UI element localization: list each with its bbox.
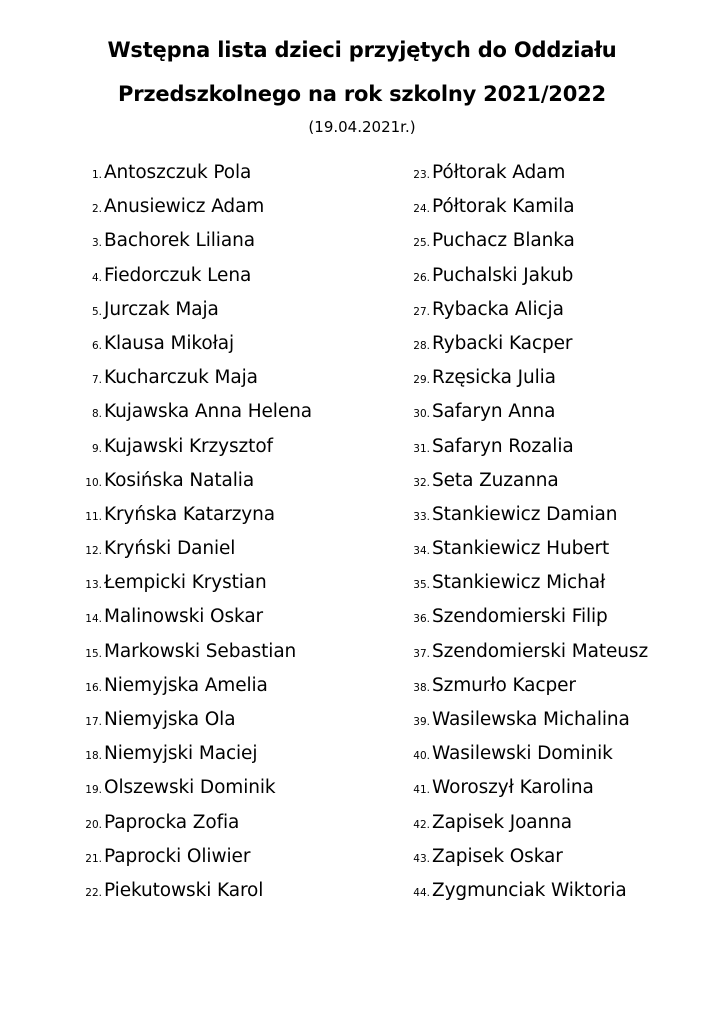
list-item-name: Safaryn Anna xyxy=(432,401,556,423)
list-item-name: Szendomierski Mateusz xyxy=(432,640,649,662)
list-item-number: 11. xyxy=(85,510,102,523)
list-item-name: Rybacki Kacper xyxy=(432,332,573,354)
list-item-name: Kosińska Natalia xyxy=(104,469,255,491)
list-item-number: 36. xyxy=(413,613,430,626)
name-list-right-column xyxy=(400,162,648,914)
list-item-name: Kryński Daniel xyxy=(104,538,236,560)
list-item-number: 9. xyxy=(91,442,102,455)
list-item-name: Antoszczuk Pola xyxy=(104,162,252,183)
list-item-number: 22. xyxy=(85,886,102,899)
list-item-name: Paprocki Oliwier xyxy=(104,845,251,867)
list-item-number: 14. xyxy=(85,613,102,626)
list-item-number: 18. xyxy=(85,750,102,763)
list-item xyxy=(60,299,312,333)
list-item-number: 13. xyxy=(85,579,102,592)
list-item-number: 43. xyxy=(413,852,430,865)
list-item-name: Puchalski Jakub xyxy=(432,264,574,286)
list-item-name: Rzęsicka Julia xyxy=(432,367,556,389)
list-item-number: 4. xyxy=(91,271,102,284)
list-item xyxy=(60,572,312,606)
list-item xyxy=(60,675,312,709)
list-item xyxy=(400,401,648,435)
list-item-name: Puchacz Blanka xyxy=(432,230,575,252)
list-item-name: Kryńska Katarzyna xyxy=(104,503,276,525)
list-item-name: Kujawski Krzysztof xyxy=(104,435,273,457)
list-item xyxy=(400,743,648,777)
list-item xyxy=(60,846,312,880)
list-item-name: Półtorak Kamila xyxy=(432,196,575,218)
list-item-number: 35. xyxy=(413,579,430,592)
list-item-name: Wasilewska Michalina xyxy=(432,709,630,730)
document-title-line-1: Wstępna lista dzieci przyjętych do Oddziału xyxy=(107,38,617,62)
list-item-name: Stankiewicz Michał xyxy=(432,572,606,594)
list-item xyxy=(400,538,648,572)
list-item-number: 34. xyxy=(413,545,430,558)
list-item-number: 21. xyxy=(85,852,102,865)
list-item xyxy=(60,401,312,435)
list-item-number: 42. xyxy=(413,818,430,831)
list-item-number: 6. xyxy=(91,339,102,352)
list-item-number: 26. xyxy=(413,271,430,284)
list-item-name: Łempicki Krystian xyxy=(104,572,267,594)
list-item xyxy=(60,470,312,504)
list-item-number: 19. xyxy=(85,784,102,797)
list-item xyxy=(400,675,648,709)
list-item-number: 31. xyxy=(413,442,430,455)
list-item-number: 17. xyxy=(85,716,102,728)
list-item-number: 5. xyxy=(91,305,102,318)
list-item-name: Olszewski Dominik xyxy=(104,777,276,799)
list-item-number: 3. xyxy=(91,237,102,250)
list-item xyxy=(60,196,312,230)
list-item-name: Seta Zuzanna xyxy=(432,469,559,491)
list-item xyxy=(400,470,648,504)
list-item xyxy=(400,436,648,470)
list-item-name: Markowski Sebastian xyxy=(104,640,297,662)
list-item-number: 23. xyxy=(413,169,430,181)
list-item xyxy=(60,504,312,538)
list-item xyxy=(400,846,648,880)
list-item xyxy=(400,641,648,675)
list-item xyxy=(400,777,648,811)
list-item-number: 30. xyxy=(413,408,430,421)
list-item-name: Paprocka Zofia xyxy=(104,811,240,833)
list-item-number: 16. xyxy=(85,681,102,694)
list-item xyxy=(60,436,312,470)
list-item xyxy=(400,812,648,846)
list-item-number: 7. xyxy=(91,374,102,387)
list-item-name: Niemyjska Amelia xyxy=(104,674,268,696)
list-item-number: 24. xyxy=(413,203,430,216)
list-item xyxy=(60,880,312,914)
list-item-number: 15. xyxy=(85,647,102,660)
list-item xyxy=(60,743,312,777)
list-item-name: Zapisek Oskar xyxy=(432,845,563,867)
list-item-number: 38. xyxy=(413,681,430,694)
list-item-number: 29. xyxy=(413,374,430,387)
list-item xyxy=(400,572,648,606)
list-item xyxy=(60,333,312,367)
list-item xyxy=(400,230,648,264)
list-item xyxy=(60,709,312,743)
list-item-name: Stankiewicz Hubert xyxy=(432,538,610,560)
list-item-name: Piekutowski Karol xyxy=(104,879,264,901)
list-item-number: 27. xyxy=(413,305,430,318)
list-item-number: 40. xyxy=(413,750,430,763)
list-item-name: Szmurło Kacper xyxy=(432,674,576,696)
list-item-name: Fiedorczuk Lena xyxy=(104,264,252,286)
list-item-name: Jurczak Maja xyxy=(104,298,219,320)
list-item-number: 32. xyxy=(413,476,430,489)
list-item xyxy=(400,265,648,299)
list-item-name: Zygmunciak Wiktoria xyxy=(432,879,627,901)
list-item-name: Półtorak Adam xyxy=(432,162,566,183)
list-item xyxy=(60,162,312,196)
list-item-number: 25. xyxy=(413,237,430,250)
list-item xyxy=(60,812,312,846)
list-item-name: Woroszył Karolina xyxy=(432,777,594,799)
document-title-line-2: Przedszkolnego na rok szkolny 2021/2022 xyxy=(118,82,606,106)
list-item xyxy=(400,162,648,196)
list-item xyxy=(400,606,648,640)
list-item xyxy=(400,504,648,538)
list-item-number: 37. xyxy=(413,647,430,660)
list-item-name: Wasilewski Dominik xyxy=(432,743,613,765)
list-item-number: 8. xyxy=(91,408,102,421)
list-item-name: Kujawska Anna Helena xyxy=(104,401,312,423)
list-item xyxy=(60,367,312,401)
list-item-name: Niemyjska Ola xyxy=(104,709,236,730)
name-list-left-column xyxy=(60,162,312,914)
list-item-number: 10. xyxy=(85,476,102,489)
list-item-number: 44. xyxy=(413,886,430,899)
list-item xyxy=(60,606,312,640)
list-item-name: Stankiewicz Damian xyxy=(432,503,618,525)
document-date: (19.04.2021r.) xyxy=(308,118,416,136)
list-item xyxy=(60,265,312,299)
list-item-number: 20. xyxy=(85,818,102,831)
list-item-number: 2. xyxy=(91,203,102,216)
list-item-number: 28. xyxy=(413,339,430,352)
list-item-name: Bachorek Liliana xyxy=(104,230,255,252)
list-item xyxy=(400,880,648,914)
list-item-name: Kucharczuk Maja xyxy=(104,367,258,389)
list-item xyxy=(60,641,312,675)
list-item xyxy=(60,777,312,811)
list-item xyxy=(400,709,648,743)
list-item-number: 39. xyxy=(413,716,430,728)
list-item-number: 12. xyxy=(85,545,102,558)
list-item-name: Malinowski Oskar xyxy=(104,606,264,628)
list-item xyxy=(400,333,648,367)
list-item-name: Safaryn Rozalia xyxy=(432,435,574,457)
list-item-name: Zapisek Joanna xyxy=(432,811,573,833)
list-item xyxy=(400,196,648,230)
list-item-name: Rybacka Alicja xyxy=(432,298,564,320)
list-item xyxy=(60,230,312,264)
list-item xyxy=(400,299,648,333)
list-item-name: Szendomierski Filip xyxy=(432,606,608,628)
list-item-name: Klausa Mikołaj xyxy=(104,332,234,354)
list-item-name: Niemyjski Maciej xyxy=(104,743,258,765)
list-item-number: 33. xyxy=(413,510,430,523)
list-item xyxy=(60,538,312,572)
list-item-number: 1. xyxy=(91,169,102,181)
list-item-name: Anusiewicz Adam xyxy=(104,196,265,218)
list-item xyxy=(400,367,648,401)
list-item-number: 41. xyxy=(413,784,430,797)
